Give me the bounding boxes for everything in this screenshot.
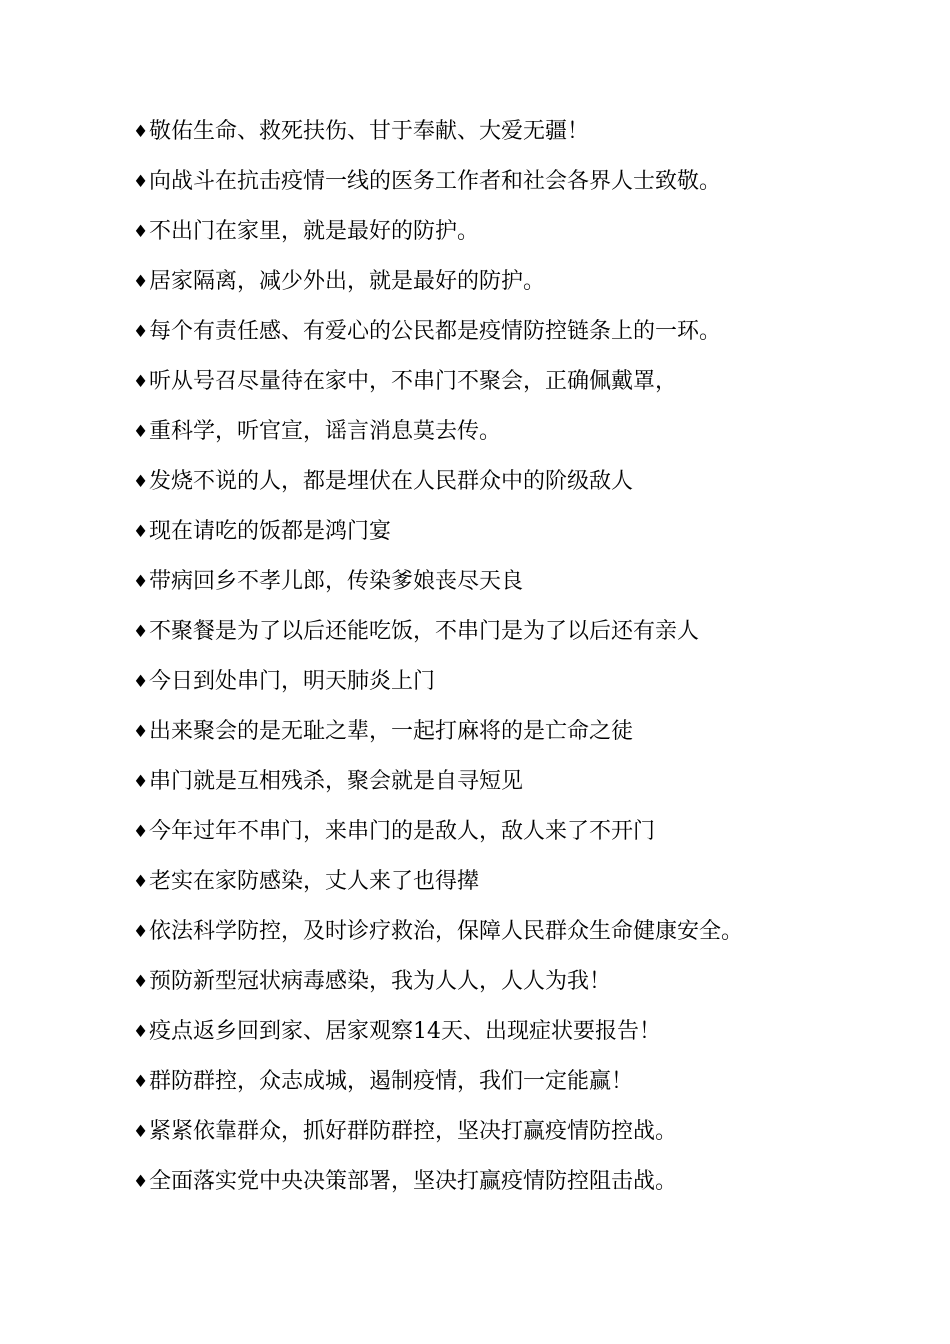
slogan-text: 不聚餐是为了以后还能吃饭，不串门是为了以后还有亲人 <box>149 619 700 644</box>
slogan-line <box>133 262 913 312</box>
slogan-text: 串门就是互相残杀，聚会就是自寻短见 <box>149 769 524 794</box>
slogan-line <box>133 962 913 1012</box>
slogan-text: 今日到处串门，明天肺炎上门 <box>149 669 436 694</box>
diamond-bullet-icon: ♦ <box>133 572 149 592</box>
slogan-text: 疫点返乡回到家、居家观察14天、出现症状要报告！ <box>149 1019 661 1044</box>
slogan-line <box>133 312 913 362</box>
slogan-line <box>133 1062 913 1112</box>
diamond-bullet-icon: ♦ <box>133 122 149 142</box>
slogan-text: 每个有责任感、有爱心的公民都是疫情防控链条上的一环。 <box>149 319 722 344</box>
slogan-text: 居家隔离，减少外出，就是最好的防护。 <box>149 269 546 294</box>
slogan-text: 今年过年不串门，来串门的是敌人，敌人来了不开门 <box>149 819 656 844</box>
diamond-bullet-icon: ♦ <box>133 772 149 792</box>
slogan-text: 现在请吃的饭都是鸿门宴 <box>149 519 392 544</box>
slogan-text: 出来聚会的是无耻之辈，一起打麻将的是亡命之徒 <box>149 719 634 744</box>
slogan-line <box>133 1112 913 1162</box>
slogan-line <box>133 212 913 262</box>
slogan-line <box>133 762 913 812</box>
diamond-bullet-icon: ♦ <box>133 372 149 392</box>
diamond-bullet-icon: ♦ <box>133 272 149 292</box>
slogan-line <box>133 612 913 662</box>
slogan-line <box>133 912 913 962</box>
slogan-line <box>133 462 913 512</box>
diamond-bullet-icon: ♦ <box>133 1122 149 1142</box>
slogan-text: 老实在家防感染，丈人来了也得撵 <box>149 869 480 894</box>
diamond-bullet-icon: ♦ <box>133 972 149 992</box>
slogan-text: 不出门在家里，就是最好的防护。 <box>149 219 480 244</box>
slogan-text: 听从号召尽量待在家中，不串门不聚会，正确佩戴罩， <box>149 369 678 394</box>
diamond-bullet-icon: ♦ <box>133 422 149 442</box>
slogan-line <box>133 362 913 412</box>
diamond-bullet-icon: ♦ <box>133 222 149 242</box>
slogan-text: 全面落实党中央决策部署，坚决打赢疫情防控阻击战。 <box>149 1169 678 1194</box>
slogan-text: 紧紧依靠群众，抓好群防群控，坚决打赢疫情防控战。 <box>149 1119 678 1144</box>
slogan-line <box>133 412 913 462</box>
diamond-bullet-icon: ♦ <box>133 1072 149 1092</box>
slogan-text: 群防群控，众志成城，遏制疫情，我们一定能赢！ <box>149 1069 634 1094</box>
diamond-bullet-icon: ♦ <box>133 622 149 642</box>
slogan-list <box>133 112 913 1212</box>
slogan-text: 发烧不说的人，都是埋伏在人民群众中的阶级敌人 <box>149 469 634 494</box>
diamond-bullet-icon: ♦ <box>133 872 149 892</box>
slogan-line <box>133 862 913 912</box>
diamond-bullet-icon: ♦ <box>133 1022 149 1042</box>
slogan-text: 预防新型冠状病毒感染，我为人人，人人为我！ <box>149 969 612 994</box>
slogan-line <box>133 512 913 562</box>
slogan-text: 敬佑生命、救死扶伤、甘于奉献、大爱无疆！ <box>149 119 590 144</box>
diamond-bullet-icon: ♦ <box>133 522 149 542</box>
diamond-bullet-icon: ♦ <box>133 922 149 942</box>
diamond-bullet-icon: ♦ <box>133 1172 149 1192</box>
slogan-line <box>133 812 913 862</box>
slogan-line <box>133 1012 913 1062</box>
slogan-text: 向战斗在抗击疫情一线的医务工作者和社会各界人士致敬。 <box>149 169 722 194</box>
slogan-line <box>133 162 913 212</box>
slogan-line <box>133 562 913 612</box>
diamond-bullet-icon: ♦ <box>133 172 149 192</box>
slogan-line <box>133 112 913 162</box>
diamond-bullet-icon: ♦ <box>133 822 149 842</box>
diamond-bullet-icon: ♦ <box>133 472 149 492</box>
diamond-bullet-icon: ♦ <box>133 722 149 742</box>
slogan-line <box>133 662 913 712</box>
slogan-line <box>133 1162 913 1212</box>
diamond-bullet-icon: ♦ <box>133 672 149 692</box>
diamond-bullet-icon: ♦ <box>133 322 149 342</box>
slogan-text: 带病回乡不孝儿郎，传染爹娘丧尽天良 <box>149 569 524 594</box>
slogan-line <box>133 712 913 762</box>
slogan-text: 重科学，听官宣，谣言消息莫去传。 <box>149 419 502 444</box>
slogan-text: 依法科学防控，及时诊疗救治，保障人民群众生命健康安全。 <box>149 919 744 944</box>
